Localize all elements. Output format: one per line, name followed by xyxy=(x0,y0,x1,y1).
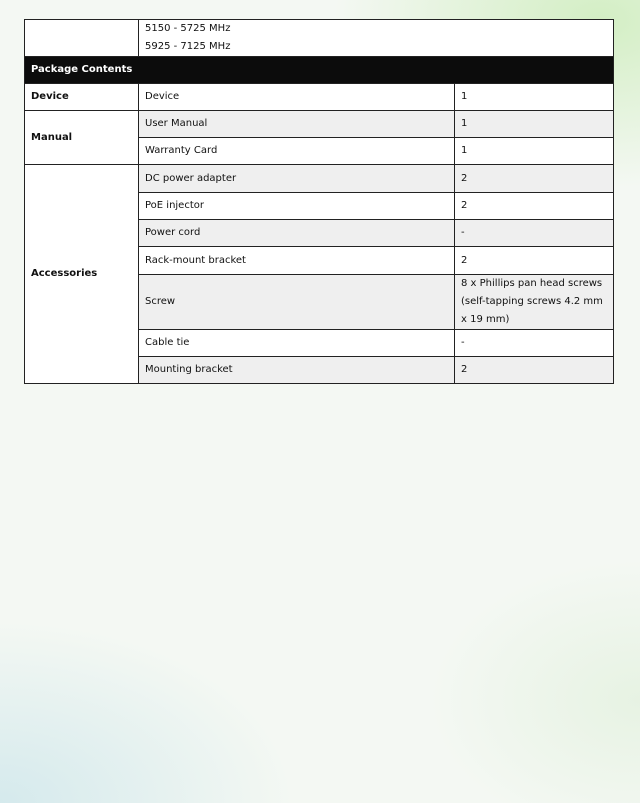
item-name: Cable tie xyxy=(139,330,455,357)
item-name: PoE injector xyxy=(139,193,455,220)
section-title: Package Contents xyxy=(25,57,614,84)
item-name: Device xyxy=(139,84,455,111)
item-name: Warranty Card xyxy=(139,138,455,165)
frequency-band: 5925 - 7125 MHz xyxy=(145,41,231,52)
item-qty: 2 xyxy=(455,247,614,275)
item-name: Mounting bracket xyxy=(139,357,455,384)
item-qty: 1 xyxy=(455,111,614,138)
section-header-row xyxy=(25,57,614,84)
item-name: User Manual xyxy=(139,111,455,138)
item-qty: 1 xyxy=(455,84,614,111)
item-qty: 2 xyxy=(455,165,614,193)
item-qty: 2 xyxy=(455,193,614,220)
frequency-label-cell xyxy=(25,20,139,57)
item-qty: 8 x Phillips pan head screws (self-tapping screws 4.2 mm x 19 mm) xyxy=(455,275,614,330)
table-row xyxy=(25,165,614,193)
group-label-device: Device xyxy=(25,84,139,111)
item-qty: - xyxy=(455,220,614,247)
item-name: Power cord xyxy=(139,220,455,247)
frequency-band: 5150 - 5725 MHz xyxy=(145,23,231,34)
frequency-value-cell xyxy=(139,20,614,57)
item-qty: - xyxy=(455,330,614,357)
table-row xyxy=(25,111,614,138)
item-qty: 2 xyxy=(455,357,614,384)
frequency-row xyxy=(25,20,614,57)
item-qty: 1 xyxy=(455,138,614,165)
item-name: Rack-mount bracket xyxy=(139,247,455,275)
item-name: Screw xyxy=(139,275,455,330)
table-row xyxy=(25,84,614,111)
group-label-manual: Manual xyxy=(25,111,139,165)
item-name: DC power adapter xyxy=(139,165,455,193)
group-label-accessories: Accessories xyxy=(25,165,139,384)
spec-table xyxy=(24,19,614,384)
